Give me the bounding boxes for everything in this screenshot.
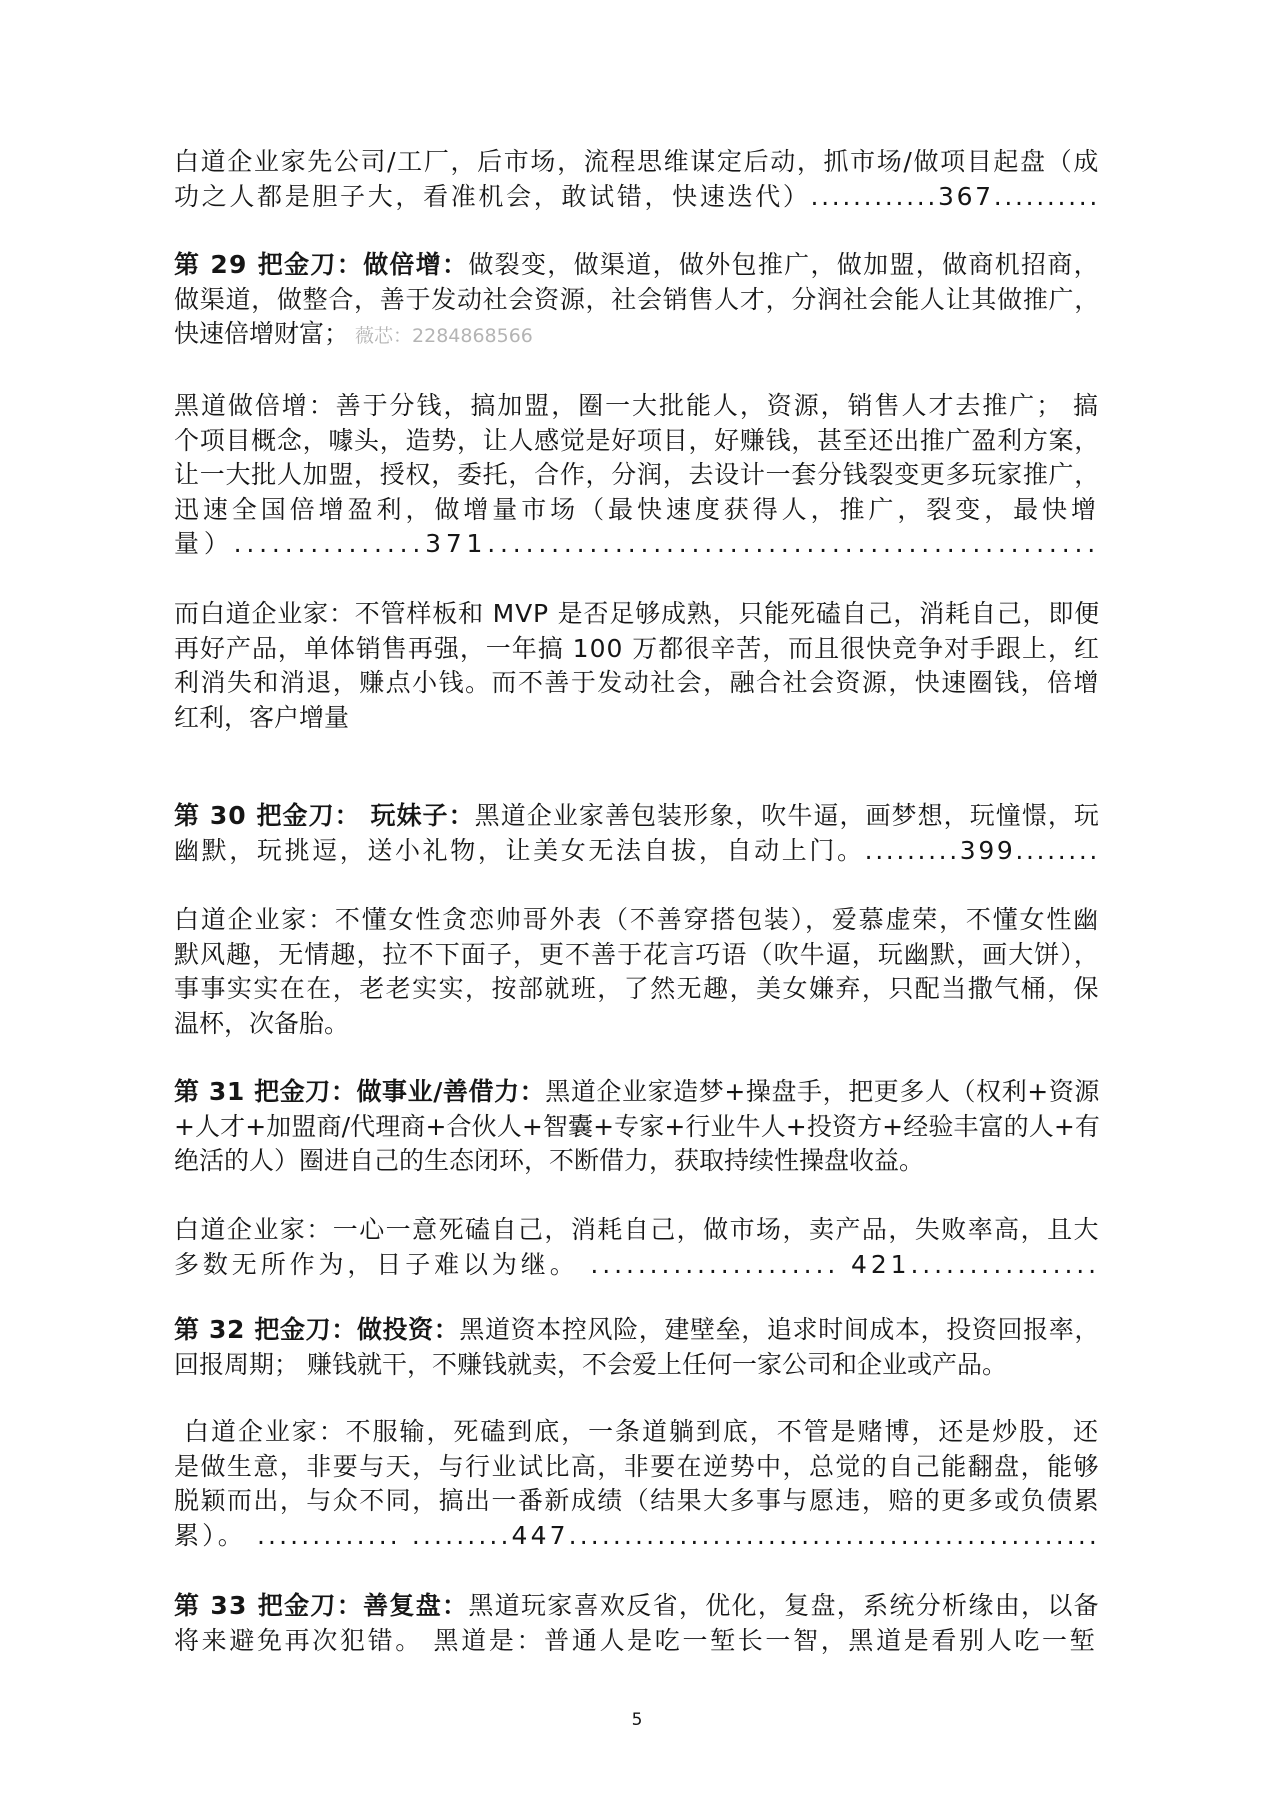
body-text: 迅速全国倍增盈利，做增量市场（最快速度获得人，推广，裂变，最快增 (174, 494, 1100, 524)
text-line (174, 1450, 1100, 1485)
body-text: 红利，客户增量 (174, 702, 350, 732)
text-line (174, 145, 1100, 180)
section-31-paragraph (174, 1075, 1100, 1179)
text-line (174, 972, 1100, 1007)
text-line (174, 1313, 1100, 1348)
section-heading: 第 29 把金刀：做倍增： (174, 250, 469, 279)
body-text: 快速倍增财富； (174, 319, 350, 348)
section-30-paragraph (174, 799, 1100, 868)
text-line (174, 1348, 1100, 1383)
body-text: 功之人都是胆子大，看准机会，敢试错，快速迭代）............367.......... (174, 181, 1100, 211)
body-text: 多数无所作为，日子难以为继。 ..................... 421................ (174, 1249, 1100, 1279)
body-text: 默风趣，无情趣，拉不下面子，更不善于花言巧语（吹牛逼，玩幽默，画大饼）， (174, 939, 1100, 969)
body-text: 是做生意，非要与天，与行业试比高，非要在逆势中，总觉的自己能翻盘，能够 (174, 1451, 1100, 1481)
text-line (174, 283, 1100, 318)
text-line (174, 1075, 1100, 1110)
text-line (174, 527, 1100, 562)
section-heading: 第 32 把金刀：做投资： (174, 1315, 460, 1344)
text-line (174, 799, 1100, 834)
text-line (174, 389, 1100, 424)
text-line (174, 1589, 1100, 1624)
section-29-paragraph (174, 248, 1100, 352)
text-line (174, 1110, 1100, 1145)
body-text: 幽默，玩挑逗，送小礼物，让美女无法自拔，自动上门。.........399........ (174, 835, 1100, 865)
body-text: 白道企业家先公司/工厂，后市场，流程思维谋定后动，抓市场/做项目起盘（成 (174, 147, 1100, 176)
section-32-paragraph (174, 1313, 1100, 1382)
text-line (174, 1144, 1100, 1179)
watermark-text: 薇芯：2284868566 (355, 325, 533, 347)
body-text: 利消失和消退，赚点小钱。而不善于发动社会，融合社会资源，快速圈钱，倍增 (174, 668, 1100, 697)
body-text: 而白道企业家：不管样板和 MVP 是否足够成熟，只能死磕自己，消耗自己，即便 (174, 599, 1100, 628)
text-line (174, 1415, 1100, 1450)
body-text: 黑道企业家善包装形象，吹牛逼，画梦想，玩憧憬，玩 (474, 801, 1100, 830)
body-text: 温杯，次备胎。 (174, 1008, 350, 1038)
body-text: 白道企业家：不懂女性贪恋帅哥外表（不善穿搭包装），爱慕虚荣，不懂女性幽 (174, 905, 1100, 934)
page-number: 5 (631, 1710, 643, 1730)
paragraph-white-path-market (174, 145, 1100, 214)
body-text: 做裂变，做渠道，做外包推广，做加盟，做商机招商， (468, 250, 1100, 279)
body-text: 脱颖而出，与众不同，搞出一番新成绩（结果大多事与愿违，赔的更多或负债累 (174, 1486, 1100, 1515)
text-line (174, 666, 1100, 701)
body-text: 做渠道，做整合，善于发动社会资源，社会销售人才，分润社会能人让其做推广， (174, 284, 1100, 314)
text-line (174, 317, 1100, 352)
text-line (174, 1484, 1100, 1519)
text-line (174, 1007, 1100, 1042)
text-line (174, 1213, 1100, 1248)
text-line (174, 1624, 1100, 1659)
body-text: 累）。 ............. .........447................................................ (174, 1520, 1100, 1550)
text-line (174, 938, 1100, 973)
body-text: 黑道企业家造梦+操盘手，把更多人（权利+资源 (545, 1077, 1100, 1106)
text-line (174, 493, 1100, 528)
paragraph-white-path-dating (174, 903, 1100, 1041)
text-line (174, 1519, 1100, 1554)
text-line (174, 248, 1100, 283)
paragraph-white-path-investing (174, 1415, 1100, 1553)
text-line (174, 458, 1100, 493)
body-text: 事事实实在在，老老实实，按部就班，了然无趣，美女嫌弃，只配当撒气桶，保 (174, 974, 1100, 1003)
paragraph-black-path-scaling (174, 389, 1100, 562)
text-line (174, 632, 1100, 667)
text-line (174, 1248, 1100, 1283)
body-text: 让一大批人加盟，授权，委托，合作，分润，去设计一套分钱裂变更多玩家推广， (174, 460, 1100, 489)
body-text: 黑道做倍增：善于分钱，搞加盟，圈一大批能人，资源，销售人才去推广； 搞 (174, 391, 1100, 420)
paragraph-white-path-scaling (174, 597, 1100, 735)
body-text: 回报周期； 赚钱就干，不赚钱就卖，不会爱上任何一家公司和企业或产品。 (174, 1349, 1007, 1379)
text-line (174, 180, 1100, 215)
body-text: 绝活的人）圈进自己的生态闭环，不断借力，获取持续性操盘收益。 (174, 1146, 925, 1175)
section-heading: 第 33 把金刀：善复盘： (174, 1591, 469, 1620)
text-line (174, 834, 1100, 869)
section-33-paragraph (174, 1589, 1100, 1658)
body-text: 再好产品，单体销售再强，一年搞 100 万都很辛苦，而且很快竞争对手跟上，红 (174, 633, 1100, 663)
section-heading: 第 31 把金刀：做事业/善借力： (174, 1077, 546, 1106)
paragraph-white-path-career (174, 1213, 1100, 1282)
body-text: +人才+加盟商/代理商+合伙人+智囊+专家+行业牛人+投资方+经验丰富的人+有 (174, 1111, 1100, 1141)
body-text: 白道企业家：一心一意死磕自己，消耗自己，做市场，卖产品，失败率高，且大 (174, 1215, 1100, 1244)
text-line (174, 424, 1100, 459)
body-text: 个项目概念，噱头，造势，让人感觉是好项目，好赚钱，甚至还出推广盈利方案， (174, 425, 1100, 455)
body-text: 黑道玩家喜欢反省，优化，复盘，系统分析缘由，以备 (468, 1591, 1100, 1620)
body-text: 将来避免再次犯错。 黑道是：普通人是吃一堑长一智，黑道是看别人吃一堑 (174, 1625, 1098, 1655)
body-text: 量）...............371................................................ (174, 529, 1100, 558)
section-heading: 第 30 把金刀： 玩妹子： (174, 801, 475, 830)
body-text: 白道企业家：不服输，死磕到底，一条道躺到底，不管是赌博，还是炒股，还 (184, 1417, 1100, 1446)
text-line (174, 701, 1100, 736)
text-line (174, 597, 1100, 632)
body-text: 黑道资本控风险，建壁垒，追求时间成本，投资回报率， (459, 1315, 1100, 1344)
text-line (174, 903, 1100, 938)
